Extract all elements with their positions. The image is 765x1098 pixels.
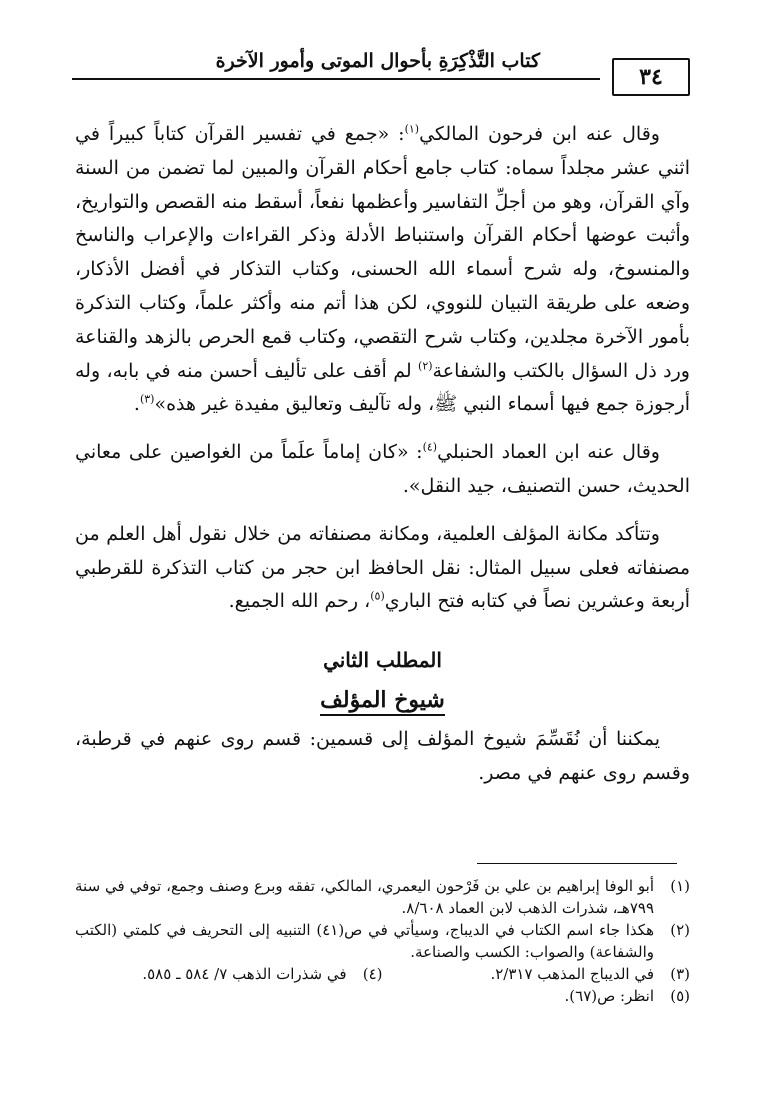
footnote-ref[interactable]: (٣) [139, 393, 155, 407]
footnote-4 [75, 964, 383, 986]
footnote-number: (١) [670, 877, 690, 895]
main-text [75, 118, 690, 805]
footnote-5 [75, 986, 690, 1008]
footnote-3-4 [75, 964, 690, 986]
footnote-3 [383, 964, 691, 986]
footnote-number: (٢) [670, 921, 690, 939]
footnote-ref[interactable]: (٤) [422, 440, 438, 454]
paragraph-ibn-farhun: وقال عنه ابن فرحون المالكي$^{(١)}$: «جمع في تفسير القرآن كتاباً كبيراً في اثني عشر مجلداً سماه: كتاب جامع أحكام القرآن والمبين لما تضمن من السنة وآي القرآن، وهو من أجلِّ التفاسير وأعظمها نفعاً، أسقط منه القصص والتواريخ، وأثبت عوضها أحكام القرآن واستنباط الأدلة وذكر القراءات والإعراب والناسخ والمنسوخ، وله شرح أسماء الله الحسنى، وكتاب التذكار في أفضل الأذكار، وضعه على طريقة التبيان للنووي، لكن هذا أتم منه وأكثر علماً، وكتاب التذكرة بأمور الآخرة مجلدين، وكتاب شرح التقصي، وكتاب قمع الحرص بالزهد والقناعة ورد ذل السؤال بالكتب والشفاعة$^{(٢)}$ لم أقف على تأليف أحسن منه في بابه، وله أرجوزة جمع فيها أسماء النبي ﷺ، وله تآليف وتعاليق مفيدة غير هذه»$^{(٣)}$. [75, 122, 690, 416]
running-header [72, 48, 690, 90]
footnote-ref[interactable]: (١) [404, 122, 420, 136]
footnote-2 [75, 920, 690, 963]
footnote-number: (٥) [670, 986, 690, 1005]
paragraph-ibn-imad: وقال عنه ابن العماد الحنبلي$^{(٤)}$: «كان إماماً علَماً من الغواصين على معاني الحديث، حسن التصنيف، جيد النقل». [75, 440, 690, 497]
footnote-separator [477, 863, 677, 864]
book-title: كتاب التَّذْكِرَةِ بأحوال الموتى وأمور الآخرة [215, 50, 540, 72]
footnote-ref[interactable]: (٢) [418, 359, 433, 373]
footnotes [75, 876, 690, 1008]
footnote-text: في الديباج المذهب ٢/٣١٧. [490, 965, 654, 983]
page-number: ٣٤ [612, 58, 690, 96]
footnote-ref[interactable]: (٥) [370, 590, 385, 604]
footnote-1 [75, 876, 690, 919]
footnote-text: في شذرات الذهب ٧/ ٥٨٤ ـ ٥٨٥. [142, 965, 347, 983]
section-label: المطلب الثاني [323, 648, 442, 673]
footnote-text: أبو الوفا إبراهيم بن علي بن فَرْحون اليعمري، المالكي، تفقه وبرع وصنف وجمع، توفي في سنة ٧٩٩هـ، شذرات الذهب لابن العماد ٨/٦٠٨. [75, 877, 654, 917]
footnote-number: (٣) [670, 965, 690, 983]
footnote-number: (٤) [362, 965, 383, 983]
paragraph-section-intro: يمكننا أن نُقَسِّمَ شيوخ المؤلف إلى قسمين: قسم روى عنهم في قرطبة، وقسم روى عنهم في مصر. [75, 728, 690, 784]
footnote-text: انظر: ص(٦٧). [564, 986, 654, 1005]
header-rule [72, 78, 600, 80]
footnote-text: هكذا جاء اسم الكتاب في الديباج، وسيأتي في ص(٤١) التنبيه إلى التحريف في كلمتي (الكتب والشفاعة) والصواب: الكسب والصناعة. [75, 921, 654, 961]
paragraph-author-status: وتتأكد مكانة المؤلف العلمية، ومكانة مصنفاته من خلال نقول أهل العلم من مصنفاته فعلى سبيل المثال: نقل الحافظ ابن حجر من كتاب التذكرة للقرطبي أربعة وعشرين نصاً في كتابه فتح الباري$^{(٥)}$، رحم الله الجميع. [75, 522, 690, 613]
section-title: شيوخ المؤلف [75, 683, 690, 717]
